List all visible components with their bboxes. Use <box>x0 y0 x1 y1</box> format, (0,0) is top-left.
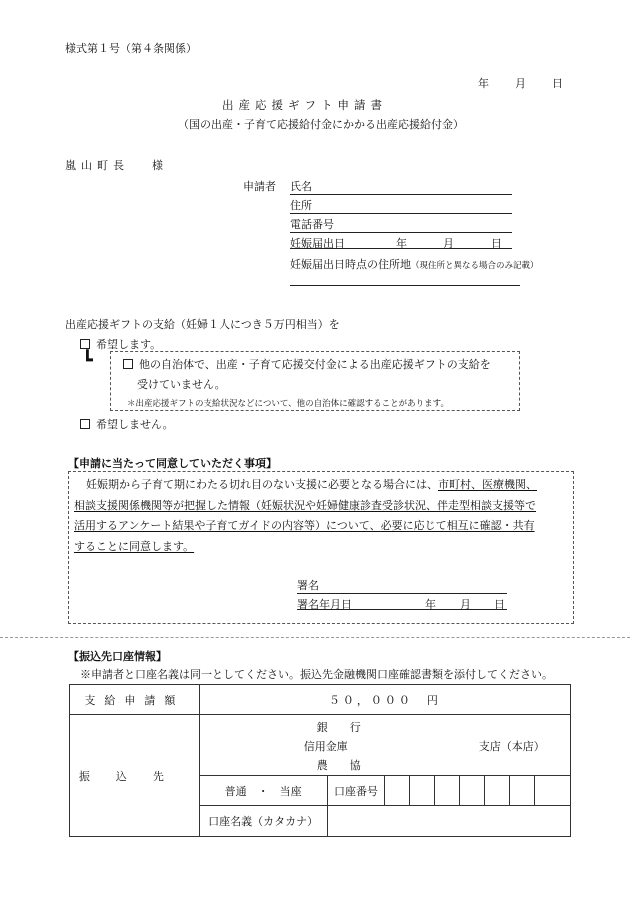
sub-note: ＊出産応援ギフトの支給状況などについて、他の自治体に確認することがあります。 <box>127 399 449 409</box>
account-heading: 【振込先口座情報】 <box>68 650 167 663</box>
account-table <box>69 684 571 837</box>
signature-field[interactable] <box>297 577 507 594</box>
pregnancy-date-month: 月 <box>443 237 454 250</box>
sub-line2: 受けていません。 <box>137 378 226 391</box>
option-no-label: 希望しません。 <box>96 418 174 431</box>
addressee-name: 嵐山町長 <box>65 159 129 172</box>
signature-date-day: 日 <box>494 598 505 611</box>
amount-value: ５０，０００ 円 <box>199 685 570 715</box>
account-digit[interactable] <box>410 776 435 806</box>
checkbox-other-municipality[interactable] <box>123 359 133 369</box>
bank-cell[interactable] <box>199 715 570 776</box>
pregnancy-address-note: （現住所と異なる場合のみ記載） <box>411 261 539 271</box>
account-number-label: 口座番号 <box>327 776 385 806</box>
gift-heading: 出産応援ギフトの支給（妊婦１人につき５万円相当）を <box>65 318 340 331</box>
account-digit[interactable] <box>435 776 460 806</box>
applicant-phone-label: 電話番号 <box>290 218 334 231</box>
checkbox-yes[interactable] <box>80 339 90 349</box>
signature-label: 署名 <box>297 579 319 592</box>
holder-field[interactable] <box>327 806 570 837</box>
account-digit[interactable] <box>385 776 410 806</box>
consent-line1-a: 妊娠期から子育て期にわたる切れ目のない支援に必要となる場合には、 <box>86 478 438 491</box>
option-yes-label: 希望します。 <box>96 338 162 351</box>
checkbox-no[interactable] <box>80 419 90 429</box>
signature-date-label: 署名年月日 <box>297 598 352 611</box>
applicant-name-label: 氏名 <box>290 180 312 193</box>
sub-condition-option[interactable] <box>123 356 491 372</box>
consent-line1-b: 市町村、医療機関、 <box>438 478 537 491</box>
account-digit[interactable] <box>485 776 510 806</box>
pregnancy-address-label <box>290 256 539 272</box>
pregnancy-address-text: 妊娠届出日時点の住所地 <box>290 258 411 271</box>
arrow-icon: ┗ <box>82 350 93 371</box>
signature-date-field[interactable] <box>297 596 507 610</box>
date-year: 年 <box>478 77 489 90</box>
account-digit[interactable] <box>535 776 571 806</box>
addressee-suffix: 様 <box>152 159 163 172</box>
pregnancy-date-field[interactable] <box>290 235 512 249</box>
applicant-address-field[interactable] <box>290 197 512 214</box>
account-type[interactable]: 普通 ・ 当座 <box>199 776 327 806</box>
bank-label: 銀 行 <box>316 721 361 734</box>
date-day: 日 <box>552 77 563 90</box>
page-title: 出産応援ギフト申請書 <box>222 98 387 112</box>
consent-line4: することに同意します。 <box>74 540 195 553</box>
nokyo-label: 農 協 <box>316 759 361 772</box>
signature-date-year: 年 <box>425 598 436 611</box>
section-divider <box>0 637 630 638</box>
sub-line1: 他の自治体で、出産・子育て応援交付金による出産応援ギフトの支給を <box>139 358 491 371</box>
applicant-phone-field[interactable] <box>290 216 512 233</box>
branch-label: 支店（本店） <box>478 740 545 753</box>
destination-label: 振込先 <box>70 715 200 837</box>
consent-line2: 相談支援関係機関等が把握した情報（妊娠状況や妊婦健康診査受診状況、伴走型相談支援等で <box>74 499 536 512</box>
consent-line3-a: 活用するアンケート結果や子育てガイドの内容等）について、 <box>74 519 381 532</box>
consent-line3-b: 必要に応じて相互に確認・共有 <box>380 519 535 532</box>
amount-label: 支給申請額 <box>70 685 200 715</box>
consent-line3 <box>74 517 535 533</box>
applicant-label: 申請者 <box>243 180 276 193</box>
signature-date-month: 月 <box>460 598 471 611</box>
pregnancy-date-year: 年 <box>396 237 407 250</box>
account-note: ※申請者と口座名義は同一としてください。振込先金融機関口座確認書類を添付してください。 <box>80 668 553 681</box>
shinkin-label: 信用金庫 <box>303 740 348 753</box>
date-month: 月 <box>515 77 526 90</box>
pregnancy-date-label: 妊娠届出日 <box>290 237 345 250</box>
form-number: 様式第１号（第４条関係） <box>65 42 197 55</box>
account-digit[interactable] <box>460 776 485 806</box>
gift-option-no[interactable] <box>80 416 174 432</box>
account-digit[interactable] <box>510 776 535 806</box>
pregnancy-date-day: 日 <box>491 237 502 250</box>
consent-line1 <box>86 476 537 492</box>
pregnancy-address-field[interactable] <box>290 285 520 286</box>
holder-label: 口座名義（カタカナ） <box>199 806 327 837</box>
applicant-address-label: 住所 <box>290 199 312 212</box>
page-subtitle: （国の出産・子育て応援給付金にかかる出産応援給付金） <box>178 118 464 131</box>
consent-heading: 【申請に当たって同意していただく事項】 <box>68 457 277 470</box>
applicant-name-field[interactable] <box>290 178 512 195</box>
